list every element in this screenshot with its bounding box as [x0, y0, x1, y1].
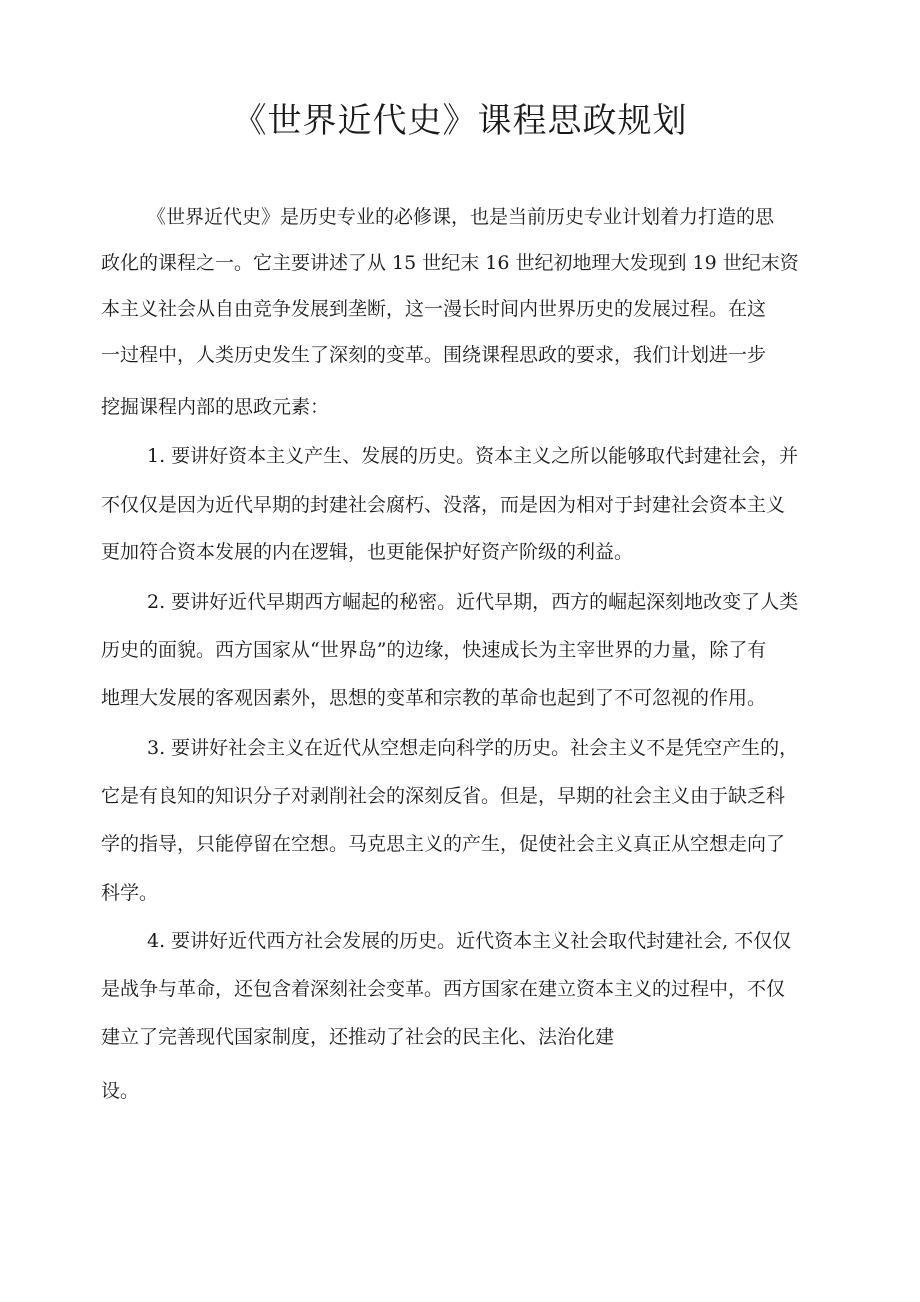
text-line: 建立了完善现代国家制度，还推动了社会的民主化、法治化建: [101, 1026, 615, 1048]
page-title: 《世界近代史》课程思政规划: [232, 101, 688, 141]
text-line: 4. 要讲好近代西方社会发展的历史。近代资本主义社会取代封建社会, 不仅仅: [147, 930, 792, 952]
text-line: 《世界近代史》是历史专业的必修课，也是当前历史专业计划着力打造的思: [147, 206, 775, 228]
text-line: 科学。: [101, 882, 159, 904]
text-line: 挖掘课程内部的思政元素：: [101, 396, 330, 418]
text-line: 政化的课程之一。它主要讲述了从 15 世纪末 16 世纪初地理大发现到 19 世纪末资: [101, 252, 799, 274]
text-line: 1. 要讲好资本主义产生、发展的历史。资本主义之所以能够取代封建社会，并: [147, 445, 799, 467]
text-line: 更加符合资本发展的内在逻辑，也更能保护好资产阶级的利益。: [101, 541, 634, 563]
text-line: 学的指导，只能停留在空想。马克思主义的产生，促使社会主义真正从空想走向了: [101, 833, 786, 855]
text-line: 它是有良知的知识分子对剥削社会的深刻反省。但是，早期的社会主义由于缺乏科: [101, 785, 786, 807]
text-line: 2. 要讲好近代早期西方崛起的秘密。近代早期，西方的崛起深刻地改变了人类: [147, 591, 799, 613]
text-line: 设。: [101, 1080, 140, 1102]
text-line: 历史的面貌。西方国家从“世界岛”的边缘，快速成长为主宰世界的力量，除了有: [101, 639, 767, 661]
text-line: 不仅仅是因为近代早期的封建社会腐朽、没落，而是因为相对于封建社会资本主义: [101, 494, 786, 516]
text-line: 是战争与革命，还包含着深刻社会变革。西方国家在建立资本主义的过程中，不仅: [101, 978, 786, 1000]
text-line: 3. 要讲好社会主义在近代从空想走向科学的历史。社会主义不是凭空产生的，: [147, 737, 799, 759]
text-line: 本主义社会从自由竞争发展到垄断，这一漫长时间内世界历史的发展过程。在这: [101, 298, 767, 320]
text-line: 一过程中，人类历史发生了深刻的变革。围绕课程思政的要求，我们计划进一步: [101, 344, 767, 366]
text-line: 地理大发展的客观因素外，思想的变革和宗教的革命也起到了不可忽视的作用。: [101, 687, 767, 709]
